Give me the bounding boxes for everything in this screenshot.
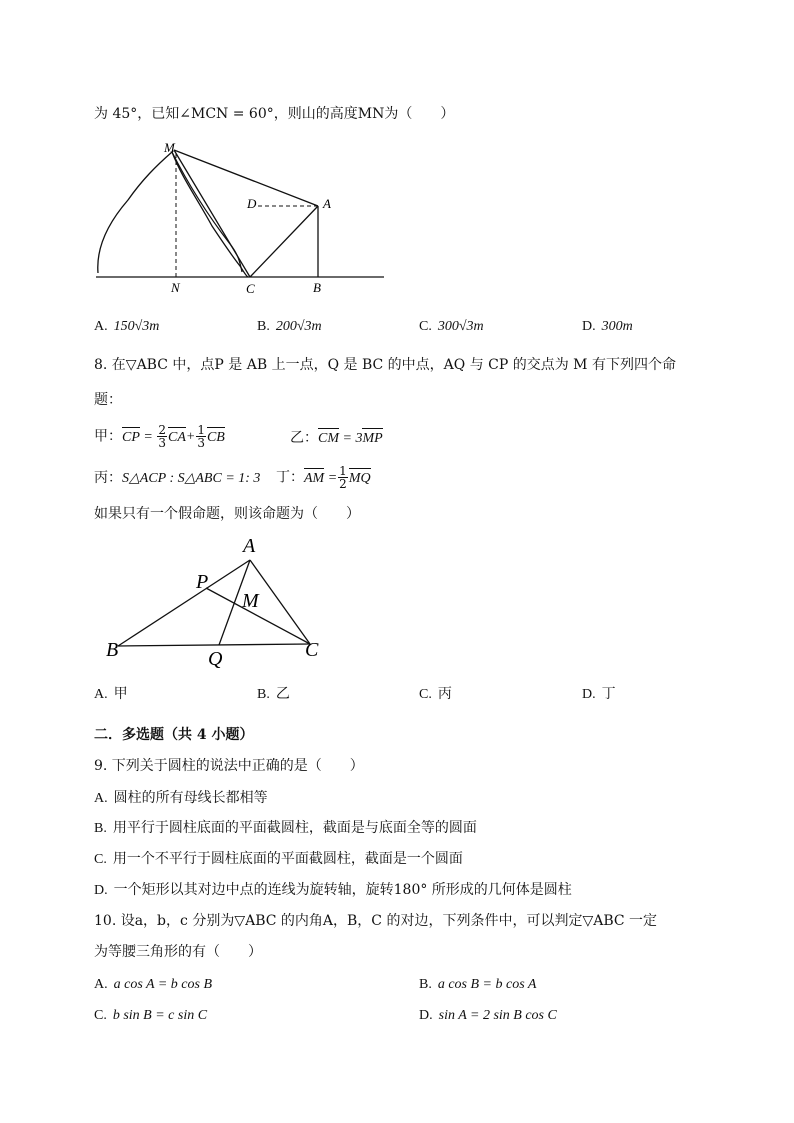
label-C: C xyxy=(246,281,255,296)
label-A: A xyxy=(243,535,256,557)
label-M: M xyxy=(242,590,259,612)
q8-stem-line1: 8. 在▽ABC 中，点P 是 AB 上一点，Q 是 BC 的中点，AQ 与 CP 的交点为 M 有下列四个命 xyxy=(94,357,676,373)
label-D: D xyxy=(247,196,257,211)
q8-question: 如果只有一个假命题，则该命题为（ ） xyxy=(94,506,360,522)
label-Q: Q xyxy=(208,648,223,670)
q10-option-a[interactable]: A. a cos A = b cos B xyxy=(94,977,212,992)
q8-proposition-yi: 乙：CM = 3MP xyxy=(290,428,383,449)
q8-option-d[interactable]: D. 丁 xyxy=(582,686,616,702)
q7-figure xyxy=(90,138,390,298)
q9-option-d[interactable]: D. 一个矩形以其对边中点的连线为旋转轴，旋转180° 所形成的几何体是圆柱 xyxy=(94,882,572,898)
q10-option-c[interactable]: C. b sin B = c sin C xyxy=(94,1008,208,1023)
q8-stem-line2: 题： xyxy=(94,392,122,408)
q9-option-a[interactable]: A. 圆柱的所有母线长都相等 xyxy=(94,790,268,806)
q9-option-b[interactable]: B. 用平行于圆柱底面的平面截圆柱，截面是与底面全等的圆面 xyxy=(94,820,477,836)
q7-option-d[interactable]: D. 300m xyxy=(582,319,633,334)
q8-proposition-bing: 丙：S△ACP : S△ABC = 1: 3 xyxy=(94,470,261,486)
q7-option-a[interactable]: A. 150√3m xyxy=(94,319,160,334)
label-C: C xyxy=(305,639,319,661)
q10-stem-line2: 为等腰三角形的有（ ） xyxy=(94,944,262,960)
q7-option-c[interactable]: C. 300√3m xyxy=(419,319,484,334)
q9-option-c[interactable]: C. 用一个不平行于圆柱底面的平面截圆柱，截面是一个圆面 xyxy=(94,851,463,867)
q8-option-c[interactable]: C. 丙 xyxy=(419,686,452,702)
label-P: P xyxy=(196,571,209,593)
q7-option-b[interactable]: B. 200√3m xyxy=(257,319,322,334)
q10-option-d[interactable]: D. sin A = 2 sin B cos C xyxy=(419,1008,557,1023)
label-B: B xyxy=(313,280,321,295)
label-B: B xyxy=(106,639,119,661)
q8-proposition-jia: 甲：CP = $\frac{2}{3}$ CA+ $\frac{1}{3}$ CB xyxy=(94,423,225,450)
section-title: 二．多选题（共 4 小题） xyxy=(94,727,254,743)
q8-proposition-ding: 丁：AM = $\frac{1}{2}$ MQ xyxy=(276,464,371,491)
q10-option-b[interactable]: B. a cos B = b cos A xyxy=(419,977,537,992)
q10-stem-line1: 10. 设a，b，c 分别为▽ABC 的内角A，B，C 的对边，下列条件中，可以判定▽ABC 一定 xyxy=(94,913,658,929)
q9-stem: 9. 下列关于圆柱的说法中正确的是（ ） xyxy=(94,758,364,774)
q8-option-b[interactable]: B. 乙 xyxy=(257,686,290,702)
q8-figure xyxy=(100,532,340,672)
q7-intro: 为 45°，已知∠MCN = 60°，则山的高度MN为（ ） xyxy=(94,106,455,122)
label-M: M xyxy=(164,140,175,155)
label-N: N xyxy=(171,280,180,295)
q8-option-a[interactable]: A. 甲 xyxy=(94,686,128,702)
label-A: A xyxy=(323,196,331,211)
